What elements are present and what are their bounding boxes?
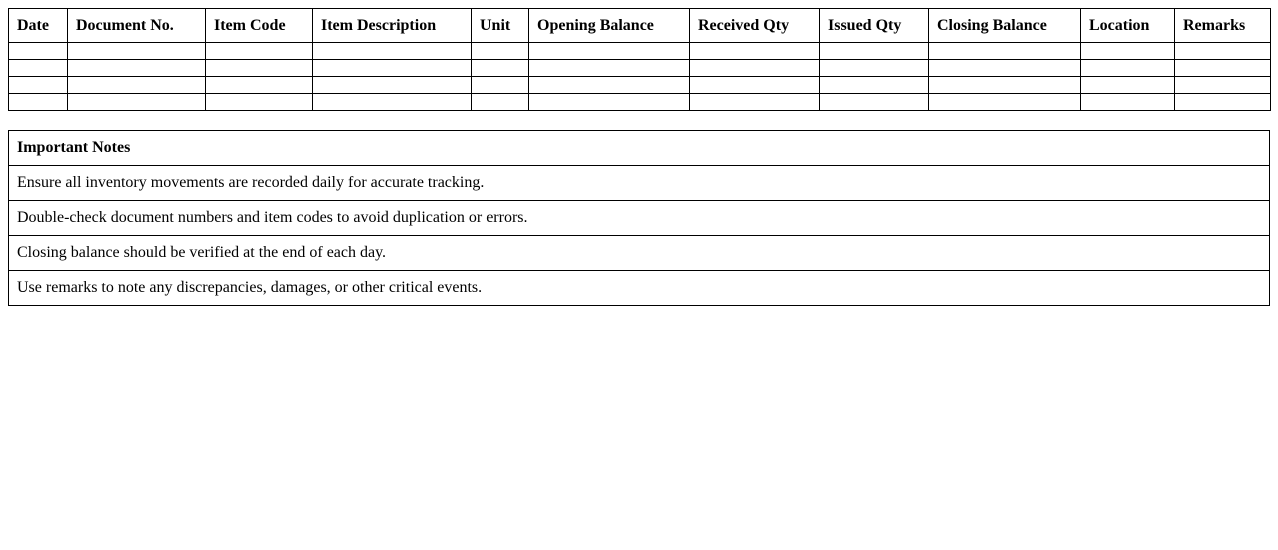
table-cell[interactable] xyxy=(9,94,68,111)
column-header-opening-balance: Opening Balance xyxy=(529,9,690,43)
table-cell[interactable] xyxy=(1081,77,1175,94)
list-item xyxy=(9,271,1270,306)
list-item xyxy=(9,201,1270,236)
list-item xyxy=(9,166,1270,201)
table-cell[interactable] xyxy=(929,94,1081,111)
table-cell[interactable] xyxy=(690,60,820,77)
table-cell[interactable] xyxy=(68,60,206,77)
important-notes-table xyxy=(8,130,1270,306)
table-cell[interactable] xyxy=(1175,94,1271,111)
table-cell[interactable] xyxy=(68,94,206,111)
table-cell[interactable] xyxy=(690,77,820,94)
table-cell[interactable] xyxy=(820,94,929,111)
table-cell[interactable] xyxy=(206,77,313,94)
table-cell[interactable] xyxy=(313,94,472,111)
table-cell[interactable] xyxy=(313,43,472,60)
table-cell[interactable] xyxy=(206,43,313,60)
table-cell[interactable] xyxy=(68,43,206,60)
note-text: Closing balance should be verified at the end of each day. xyxy=(9,236,1270,271)
table-cell[interactable] xyxy=(1175,43,1271,60)
table-cell[interactable] xyxy=(820,77,929,94)
table-cell[interactable] xyxy=(472,94,529,111)
table-cell[interactable] xyxy=(690,43,820,60)
table-cell[interactable] xyxy=(1175,60,1271,77)
column-header-received-qty: Received Qty xyxy=(690,9,820,43)
column-header-remarks: Remarks xyxy=(1175,9,1271,43)
table-cell[interactable] xyxy=(1081,94,1175,111)
table-cell[interactable] xyxy=(9,77,68,94)
column-header-item-description: Item Description xyxy=(313,9,472,43)
table-cell[interactable] xyxy=(472,77,529,94)
table-cell[interactable] xyxy=(472,60,529,77)
inventory-ledger-table xyxy=(8,8,1271,111)
notes-header-row xyxy=(9,131,1270,166)
table-cell[interactable] xyxy=(206,60,313,77)
table-cell[interactable] xyxy=(820,60,929,77)
table-row xyxy=(9,60,1271,77)
column-header-closing-balance: Closing Balance xyxy=(929,9,1081,43)
table-cell[interactable] xyxy=(1081,43,1175,60)
table-cell[interactable] xyxy=(9,60,68,77)
table-cell[interactable] xyxy=(68,77,206,94)
table-cell[interactable] xyxy=(929,77,1081,94)
notes-title: Important Notes xyxy=(9,131,1270,166)
table-cell[interactable] xyxy=(529,77,690,94)
table-row xyxy=(9,43,1271,60)
table-row xyxy=(9,77,1271,94)
table-cell[interactable] xyxy=(929,60,1081,77)
table-cell[interactable] xyxy=(313,77,472,94)
table-cell[interactable] xyxy=(690,94,820,111)
table-cell[interactable] xyxy=(929,43,1081,60)
column-header-location: Location xyxy=(1081,9,1175,43)
list-item xyxy=(9,236,1270,271)
table-cell[interactable] xyxy=(529,94,690,111)
table-cell[interactable] xyxy=(1081,60,1175,77)
table-cell[interactable] xyxy=(206,94,313,111)
note-text: Ensure all inventory movements are recorded daily for accurate tracking. xyxy=(9,166,1270,201)
table-cell[interactable] xyxy=(820,43,929,60)
table-row xyxy=(9,94,1271,111)
column-header-issued-qty: Issued Qty xyxy=(820,9,929,43)
table-cell[interactable] xyxy=(313,60,472,77)
column-header-document-no: Document No. xyxy=(68,9,206,43)
table-cell[interactable] xyxy=(1175,77,1271,94)
note-text: Double-check document numbers and item codes to avoid duplication or errors. xyxy=(9,201,1270,236)
note-text: Use remarks to note any discrepancies, damages, or other critical events. xyxy=(9,271,1270,306)
table-cell[interactable] xyxy=(472,43,529,60)
table-cell[interactable] xyxy=(9,43,68,60)
table-cell[interactable] xyxy=(529,43,690,60)
column-header-item-code: Item Code xyxy=(206,9,313,43)
table-cell[interactable] xyxy=(529,60,690,77)
column-header-unit: Unit xyxy=(472,9,529,43)
ledger-header-row xyxy=(9,9,1271,43)
column-header-date: Date xyxy=(9,9,68,43)
